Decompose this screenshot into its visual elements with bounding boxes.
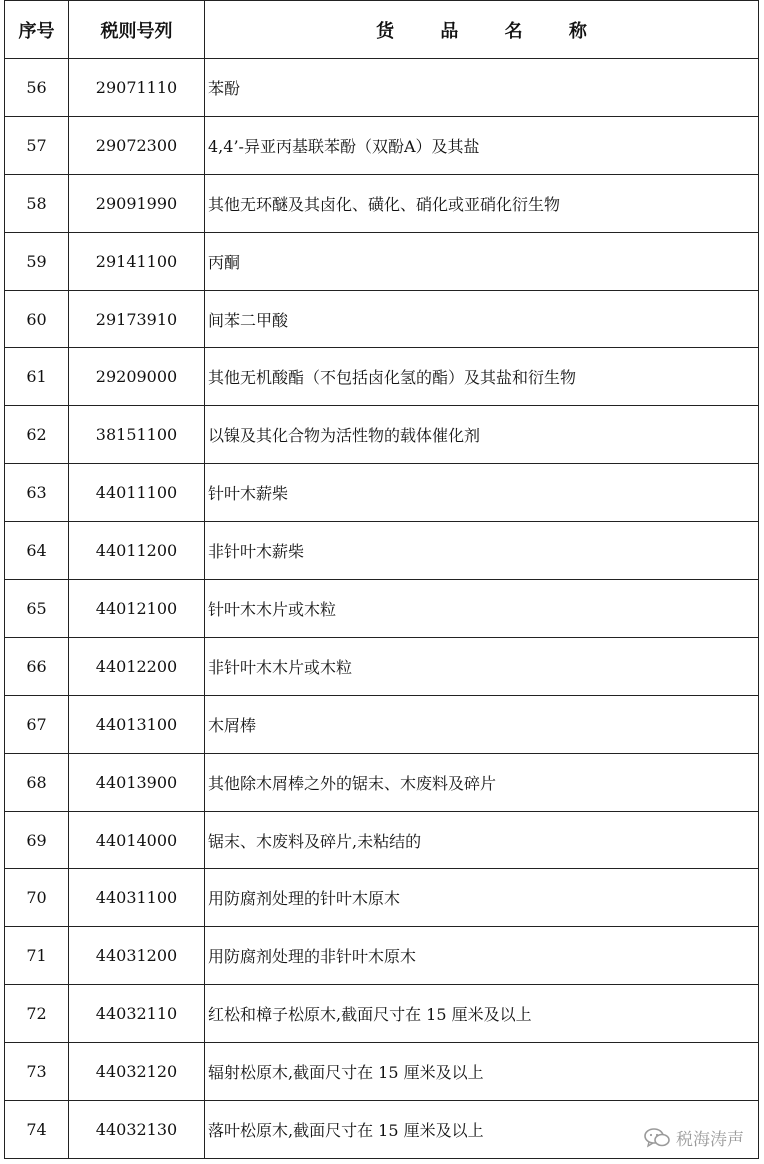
row-code: 29141100 <box>69 232 205 290</box>
table-row <box>5 811 759 869</box>
row-seq: 69 <box>5 811 69 869</box>
row-code: 44032120 <box>69 1043 205 1101</box>
header-name: 货 品 名 称 <box>205 1 759 59</box>
header-seq: 序号 <box>5 1 69 59</box>
row-code: 44031100 <box>69 869 205 927</box>
goods-table <box>4 0 759 1159</box>
watermark-text: 税海涛声 <box>676 1130 744 1150</box>
row-seq: 62 <box>5 406 69 464</box>
table-row <box>5 522 759 580</box>
row-seq: 58 <box>5 174 69 232</box>
row-seq: 65 <box>5 580 69 638</box>
row-seq: 68 <box>5 753 69 811</box>
row-name: 落叶松原木,截面尺寸在 15 厘米及以上 <box>205 1101 759 1159</box>
table-row <box>5 580 759 638</box>
row-name: 其他除木屑棒之外的锯末、木废料及碎片 <box>205 753 759 811</box>
row-name: 苯酚 <box>205 59 759 117</box>
row-code: 44014000 <box>69 811 205 869</box>
row-code: 44012100 <box>69 580 205 638</box>
row-seq: 72 <box>5 985 69 1043</box>
row-seq: 57 <box>5 116 69 174</box>
row-seq: 70 <box>5 869 69 927</box>
row-name: 木屑棒 <box>205 695 759 753</box>
row-name: 辐射松原木,截面尺寸在 15 厘米及以上 <box>205 1043 759 1101</box>
row-name: 用防腐剂处理的非针叶木原木 <box>205 927 759 985</box>
row-code: 44012200 <box>69 637 205 695</box>
row-code: 44032130 <box>69 1101 205 1159</box>
row-code: 44031200 <box>69 927 205 985</box>
row-name: 间苯二甲酸 <box>205 290 759 348</box>
table-row <box>5 116 759 174</box>
table-row <box>5 869 759 927</box>
row-code: 44011100 <box>69 464 205 522</box>
table-row <box>5 1043 759 1101</box>
row-name: 红松和樟子松原木,截面尺寸在 15 厘米及以上 <box>205 985 759 1043</box>
row-code: 44013900 <box>69 753 205 811</box>
table-row <box>5 927 759 985</box>
row-name: 锯末、木废料及碎片,未粘结的 <box>205 811 759 869</box>
row-code: 44032110 <box>69 985 205 1043</box>
table-row <box>5 290 759 348</box>
header-code: 税则号列 <box>69 1 205 59</box>
table-row <box>5 174 759 232</box>
table-row <box>5 348 759 406</box>
table-row <box>5 637 759 695</box>
row-seq: 61 <box>5 348 69 406</box>
row-code: 29091990 <box>69 174 205 232</box>
table-row <box>5 406 759 464</box>
row-name: 其他无环醚及其卤化、磺化、硝化或亚硝化衍生物 <box>205 174 759 232</box>
row-code: 29072300 <box>69 116 205 174</box>
row-code: 29209000 <box>69 348 205 406</box>
table-row <box>5 985 759 1043</box>
table-row <box>5 695 759 753</box>
row-code: 38151100 <box>69 406 205 464</box>
row-name: 4,4’-异亚丙基联苯酚（双酚A）及其盐 <box>205 116 759 174</box>
row-name: 用防腐剂处理的针叶木原木 <box>205 869 759 927</box>
row-name: 非针叶木薪柴 <box>205 522 759 580</box>
row-seq: 56 <box>5 59 69 117</box>
row-seq: 66 <box>5 637 69 695</box>
table-row <box>5 59 759 117</box>
table-row <box>5 753 759 811</box>
row-name: 针叶木薪柴 <box>205 464 759 522</box>
row-seq: 73 <box>5 1043 69 1101</box>
row-code: 44011200 <box>69 522 205 580</box>
table-body <box>5 59 759 1159</box>
row-seq: 59 <box>5 232 69 290</box>
row-seq: 74 <box>5 1101 69 1159</box>
row-name: 以镍及其化合物为活性物的载体催化剂 <box>205 406 759 464</box>
watermark <box>644 1125 744 1150</box>
row-code: 44013100 <box>69 695 205 753</box>
row-code: 29173910 <box>69 290 205 348</box>
table-row <box>5 232 759 290</box>
row-seq: 60 <box>5 290 69 348</box>
wechat-icon <box>644 1128 670 1148</box>
row-seq: 71 <box>5 927 69 985</box>
table-header-row <box>5 1 759 59</box>
table-row <box>5 464 759 522</box>
row-name: 非针叶木木片或木粒 <box>205 637 759 695</box>
row-code: 29071110 <box>69 59 205 117</box>
row-name: 其他无机酸酯（不包括卤化氢的酯）及其盐和衍生物 <box>205 348 759 406</box>
row-seq: 67 <box>5 695 69 753</box>
row-seq: 63 <box>5 464 69 522</box>
row-name: 针叶木木片或木粒 <box>205 580 759 638</box>
row-name: 丙酮 <box>205 232 759 290</box>
row-seq: 64 <box>5 522 69 580</box>
